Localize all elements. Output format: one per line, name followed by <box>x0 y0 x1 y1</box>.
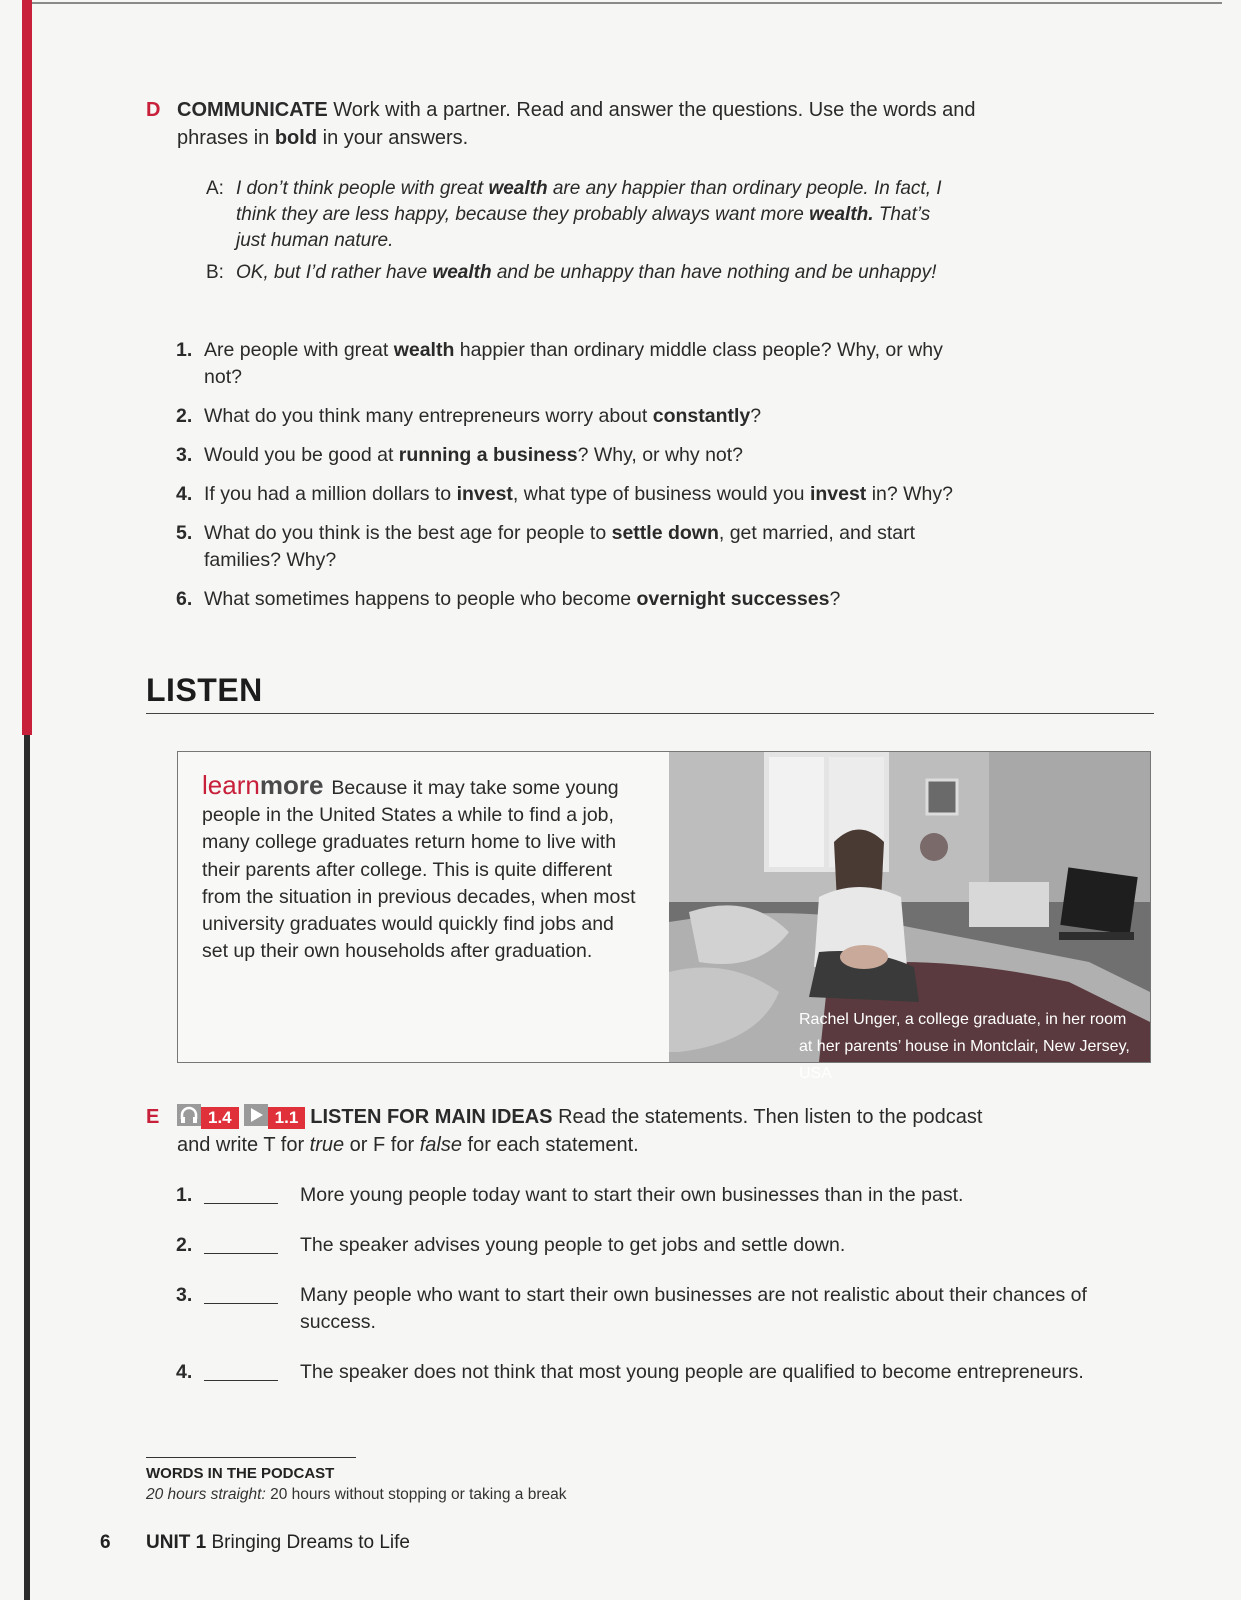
section-d-instructions <box>177 96 976 152</box>
question-item: 3. Would you be good at running a business? Why, or why not? <box>176 442 976 469</box>
section-e <box>146 1103 986 1159</box>
statement-item <box>176 1232 1156 1259</box>
section-letter: D <box>146 99 161 121</box>
page-footer <box>100 1532 410 1554</box>
statement-text: The speaker does not think that most young people are qualified to become entrepreneurs. <box>300 1361 1084 1383</box>
speaker-label: A: <box>206 178 224 199</box>
listen-rule <box>146 713 1154 714</box>
dialogue-text: OK, but I’d rather have wealth and be unhappy than have nothing and be unhappy! <box>236 262 937 283</box>
answer-blank[interactable] <box>204 1203 278 1204</box>
true-false-statements <box>176 1182 1156 1409</box>
unit-label: UNIT 1 <box>146 1532 207 1553</box>
question-item: 4. If you had a million dollars to invest, what type of business would you invest in? Why? <box>176 481 976 508</box>
audio-track-number[interactable]: 1.4 <box>201 1107 239 1129</box>
headphones-icon[interactable] <box>177 1104 201 1126</box>
page-spine-shadow <box>24 735 30 1600</box>
question-item: 2. What do you think many entrepreneurs worry about constantly? <box>176 403 976 430</box>
sample-dialogue <box>206 176 946 292</box>
instruction-text: in your answers. <box>317 127 469 149</box>
learn-more-body: Because it may take some young people in the United States a while to find a job, many college graduates return home to live with their parents after college. This is quite different from the situation in previous decades, when most university graduates would quickly find jobs and set up their own households after graduation. <box>202 777 636 963</box>
statement-item <box>176 1359 1156 1386</box>
statement-number: 3. <box>176 1284 193 1306</box>
question-number: 6. <box>176 588 193 610</box>
instruction-text: Work with a partner. Read and answer the questions. Use the words and phrases in <box>177 99 976 149</box>
dialogue-text: I don’t think people with great wealth are any happier than ordinary people. In fact, I think they are less happy, because they probably always want more wealth. That’s just human nature. <box>236 178 942 251</box>
question-item: 6. What sometimes happens to people who become overnight successes? <box>176 586 976 613</box>
discussion-questions <box>176 337 976 625</box>
learn-more-text <box>202 772 642 965</box>
dialogue-line-a <box>206 176 946 254</box>
glossary-term: 20 hours straight: <box>146 1486 266 1503</box>
top-rule <box>32 2 1222 4</box>
question-item: 5. What do you think is the best age for people to settle down, get married, and start families? Why? <box>176 522 916 571</box>
section-d <box>146 96 976 152</box>
page-spine-accent <box>22 0 32 735</box>
section-heading: COMMUNICATE <box>177 99 328 121</box>
dialogue-line-b <box>206 260 946 286</box>
statement-item <box>176 1282 1156 1336</box>
question-number: 3. <box>176 444 193 466</box>
page-number: 6 <box>100 1532 111 1553</box>
glossary-definition: 20 hours without stopping or taking a break <box>265 1486 567 1503</box>
video-track-number[interactable]: 1.1 <box>268 1107 306 1129</box>
statement-number: 2. <box>176 1234 193 1256</box>
question-number: 2. <box>176 405 193 427</box>
answer-blank[interactable] <box>204 1253 278 1254</box>
photo-caption: Rachel Unger, a college graduate, in her room at her parents’ house in Montclair, New Jersey, USA <box>799 1011 1130 1082</box>
statement-text: Many people who want to start their own businesses are not realistic about their chances of success. <box>300 1284 1087 1333</box>
statement-text: The speaker advises young people to get jobs and settle down. <box>300 1234 846 1256</box>
instruction-bold: bold <box>274 127 318 149</box>
glossary-title: WORDS IN THE PODCAST <box>146 1465 335 1482</box>
listen-heading: LISTEN <box>146 672 263 708</box>
section-heading: LISTEN FOR MAIN IDEAS <box>310 1106 553 1128</box>
answer-blank[interactable] <box>204 1380 278 1381</box>
section-letter: E <box>146 1106 160 1128</box>
statement-text: More young people today want to start their own businesses than in the past. <box>300 1184 964 1206</box>
unit-title: Bringing Dreams to Life <box>211 1532 411 1553</box>
answer-blank[interactable] <box>204 1303 278 1304</box>
question-number: 1. <box>176 339 193 361</box>
question-number: 5. <box>176 522 193 544</box>
statement-number: 1. <box>176 1184 193 1206</box>
question-item: 1. Are people with great wealth happier than ordinary middle class people? Why, or why not? <box>176 339 943 388</box>
learn-more-logo-bold: more <box>259 770 324 800</box>
bedroom-photo <box>669 752 1150 1082</box>
learn-more-logo-light: learn <box>202 770 260 800</box>
glossary-entry <box>146 1486 566 1504</box>
learn-more-box <box>177 751 1151 1082</box>
glossary-rule <box>146 1457 356 1458</box>
speaker-label: B: <box>206 262 224 283</box>
section-e-instructions: 1.4 1.1 LISTEN FOR MAIN IDEAS Read the statements. Then listen to the podcast and write T for true or F for false for each statement. <box>177 1106 983 1156</box>
statement-item <box>176 1182 1156 1209</box>
statement-number: 4. <box>176 1361 193 1383</box>
play-video-icon[interactable] <box>244 1104 268 1126</box>
question-number: 4. <box>176 483 193 505</box>
